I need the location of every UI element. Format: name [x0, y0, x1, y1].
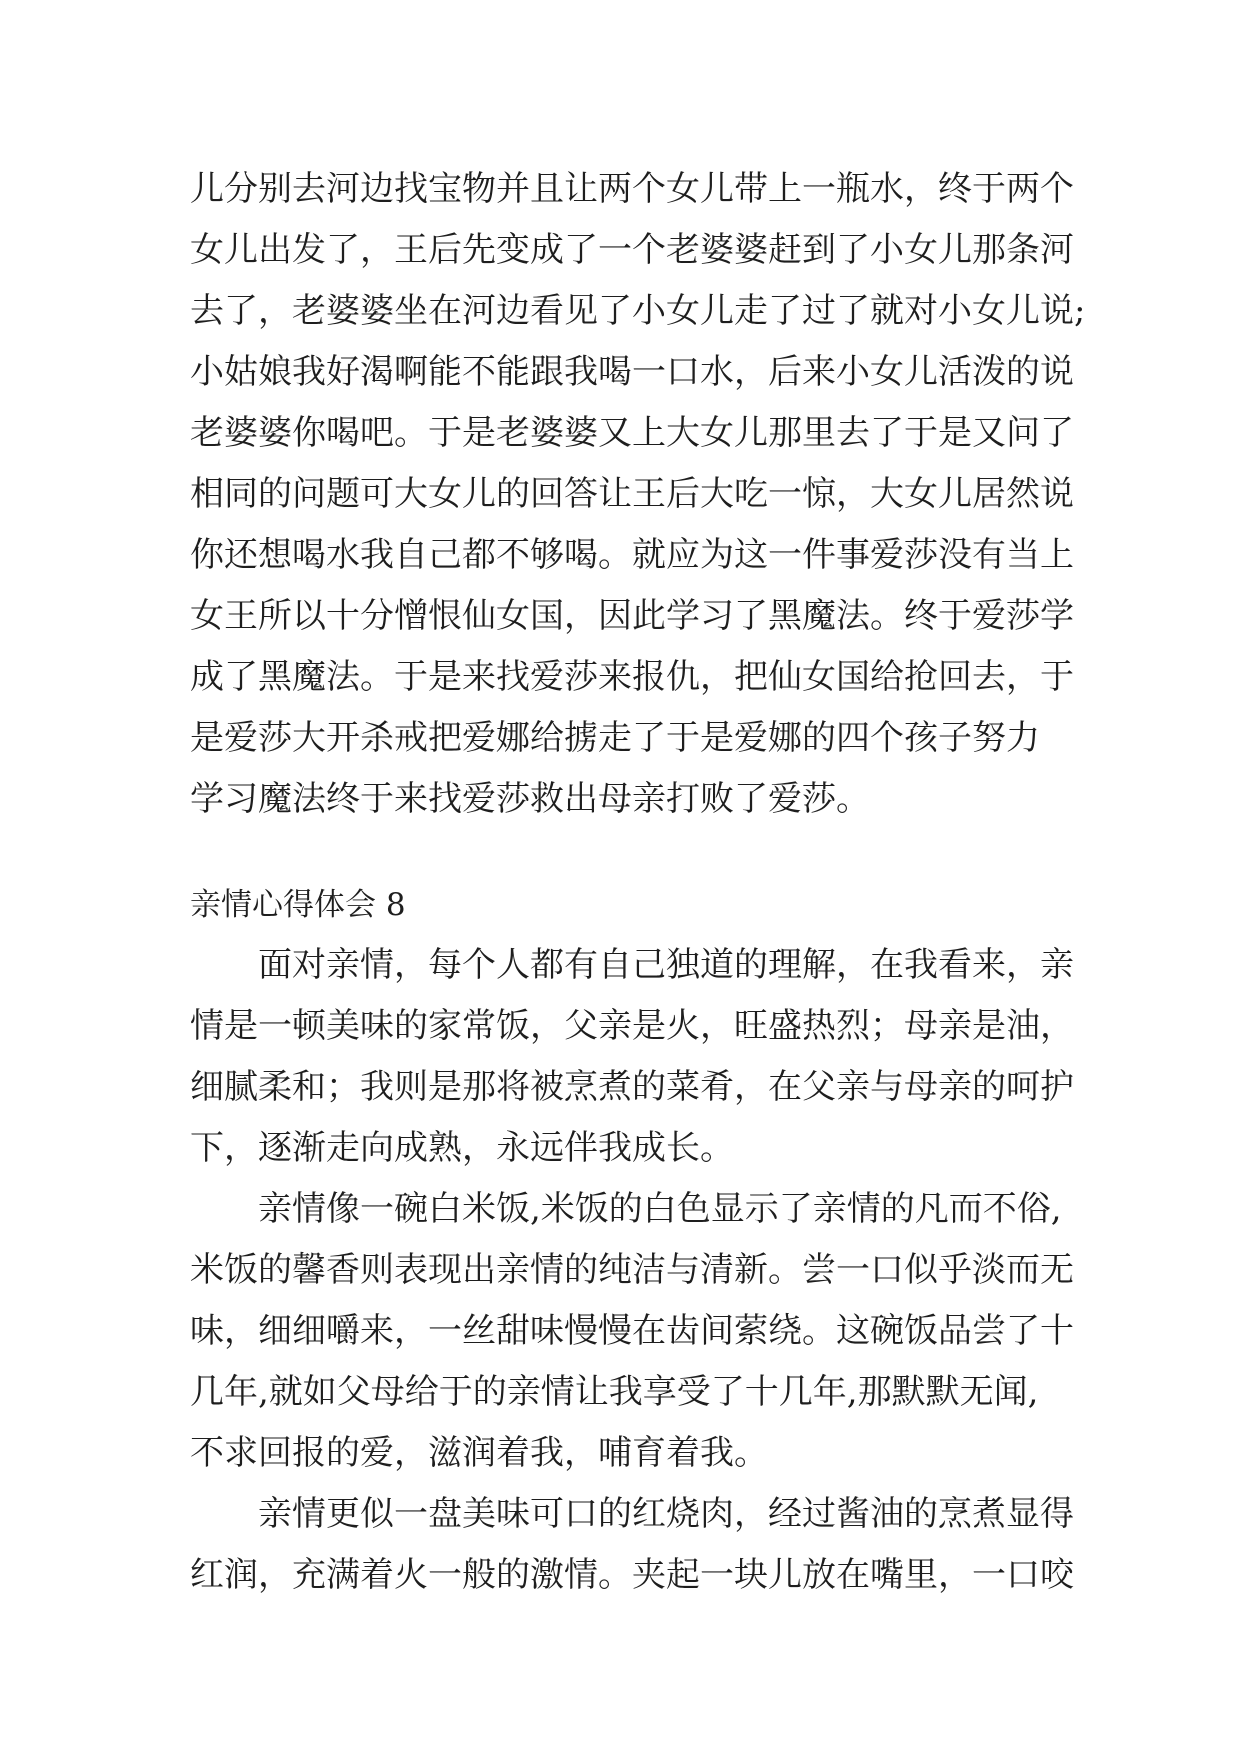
text-line: 亲情更似一盘美味可口的红烧肉，经过酱油的烹煮显得 [190, 1494, 1074, 1534]
text-line: 去了，老婆婆坐在河边看见了小女儿走了过了就对小女儿说; [190, 291, 1086, 331]
text-line: 红润，充满着火一般的激情。夹起一块儿放在嘴里，一口咬 [190, 1555, 1074, 1595]
text-line: 儿分别去河边找宝物并且让两个女儿带上一瓶水，终于两个 [190, 169, 1074, 209]
text-line: 你还想喝水我自己都不够喝。就应为这一件事爱莎没有当上 [190, 535, 1074, 575]
text-line: 女王所以十分憎恨仙女国，因此学习了黑魔法。终于爱莎学 [190, 596, 1074, 636]
text-line: 是爱莎大开杀戒把爱娜给掳走了于是爱娜的四个孩子努力 [190, 718, 1040, 758]
text-line: 学习魔法终于来找爱莎救出母亲打败了爱莎。 [190, 779, 870, 819]
text-line: 老婆婆你喝吧。于是老婆婆又上大女儿那里去了于是又问了 [190, 413, 1074, 453]
text-line: 几年,就如父母给于的亲情让我享受了十几年,那默默无闻, [190, 1372, 1039, 1412]
text-line: 成了黑魔法。于是来找爱莎来报仇，把仙女国给抢回去，于 [190, 657, 1074, 697]
text-line: 不求回报的爱，滋润着我，哺育着我。 [190, 1433, 768, 1473]
text-line: 下，逐渐走向成熟，永远伴我成长。 [190, 1128, 734, 1168]
text-line: 亲情像一碗白米饭,米饭的白色显示了亲情的凡而不俗, [190, 1189, 1062, 1229]
section-heading: 亲情心得体会 8 [190, 887, 406, 923]
text-line: 细腻柔和；我则是那将被烹煮的菜肴，在父亲与母亲的呵护 [190, 1067, 1074, 1107]
text-line: 小姑娘我好渴啊能不能跟我喝一口水，后来小女儿活泼的说 [190, 352, 1074, 392]
text-line: 女儿出发了，王后先变成了一个老婆婆赶到了小女儿那条河 [190, 230, 1074, 270]
text-line: 相同的问题可大女儿的回答让王后大吃一惊，大女儿居然说 [190, 474, 1074, 514]
text-line: 情是一顿美味的家常饭，父亲是火，旺盛热烈；母亲是油， [190, 1006, 1074, 1046]
text-line: 味，细细嚼来，一丝甜味慢慢在齿间萦绕。这碗饭品尝了十 [190, 1311, 1074, 1351]
text-line: 米饭的馨香则表现出亲情的纯洁与清新。尝一口似乎淡而无 [190, 1250, 1074, 1290]
text-line: 面对亲情，每个人都有自己独道的理解，在我看来，亲 [190, 945, 1074, 985]
